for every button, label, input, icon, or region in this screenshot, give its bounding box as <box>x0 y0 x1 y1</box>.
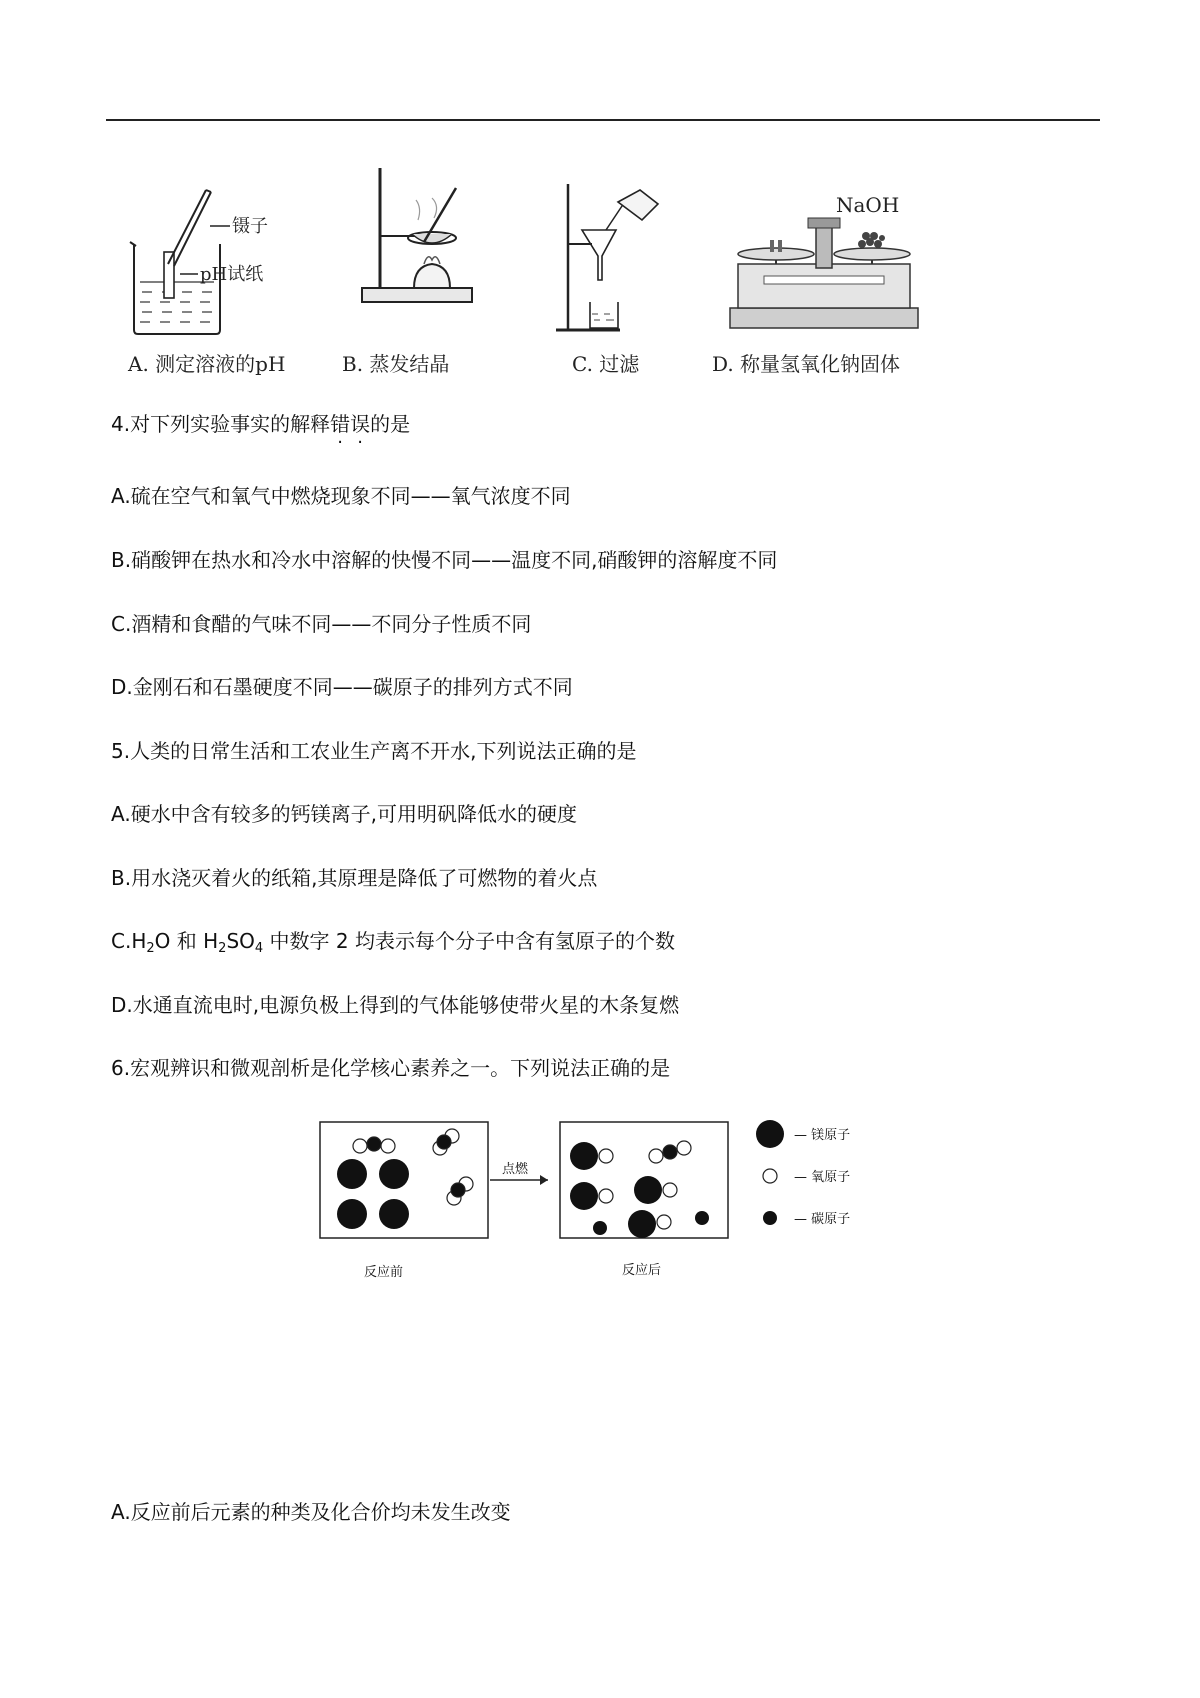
legend-mg-atom <box>756 1120 784 1148</box>
legend-o-label: — 氧原子 <box>794 1170 851 1185</box>
legend-c-atom <box>763 1211 777 1225</box>
q4-emphasis-char-2: 误 <box>350 412 371 436</box>
q5c-part-4: 中数字 2 均表示每个分子中含有氢原子的个数 <box>263 929 675 953</box>
after-label: 反应后 <box>622 1263 662 1278</box>
q5c-subscript-3: 4 <box>254 941 264 956</box>
q5c-subscript-1: 2 <box>146 941 155 956</box>
evaporation-apparatus-image <box>352 160 482 310</box>
ph-paper-label: pH试纸 <box>200 264 264 285</box>
legend-o-atom <box>763 1169 777 1183</box>
naoh-label: NaOH <box>836 193 900 217</box>
balance-apparatus-image <box>724 160 924 340</box>
header-rule <box>106 119 1100 121</box>
q4-stem-before: 4.对下列实验事实的解释 <box>111 412 331 436</box>
filtration-apparatus-image <box>548 160 668 340</box>
ph-test-apparatus-image <box>118 160 288 340</box>
q4-option-a: A.硫在空气和氧气中燃烧现象不同——氧气浓度不同 <box>111 484 571 508</box>
q5c-part-2: O 和 H <box>154 929 219 953</box>
caption-a: A. 测定溶液的pH <box>128 352 286 376</box>
caption-c: C. 过滤 <box>572 352 640 376</box>
question-6-stem: 6.宏观辨识和微观剖析是化学核心素养之一。下列说法正确的是 <box>111 1056 671 1080</box>
q4-option-c: C.酒精和食醋的气味不同——不同分子性质不同 <box>111 612 532 636</box>
before-label: 反应前 <box>364 1265 404 1280</box>
q6-option-a: A.反应前后元素的种类及化合价均未发生改变 <box>111 1500 511 1524</box>
caption-b: B. 蒸发结晶 <box>342 352 450 376</box>
reaction-diagram <box>316 1118 876 1288</box>
q5-option-d: D.水通直流电时,电源负极上得到的气体能够使带火星的木条复燃 <box>111 993 680 1017</box>
tweezers-label: 镊子 <box>232 216 268 237</box>
q5c-part-3: SO <box>226 929 255 953</box>
q5c-subscript-2: 2 <box>218 941 227 956</box>
q4-emphasis-char-1: 错 <box>330 412 351 436</box>
q5-option-b: B.用水浇灭着火的纸箱,其原理是降低了可燃物的着火点 <box>111 866 598 890</box>
legend-mg-label: — 镁原子 <box>794 1128 851 1143</box>
q5-option-c <box>111 929 675 961</box>
caption-d: D. 称量氢氧化钠固体 <box>712 352 901 376</box>
arrow-label: 点燃 <box>502 1162 529 1177</box>
q5-option-a: A.硬水中含有较多的钙镁离子,可用明矾降低水的硬度 <box>111 802 578 826</box>
legend-c-label: — 碳原子 <box>794 1212 851 1227</box>
question-4-stem <box>111 412 410 436</box>
q4-stem-after: 的是 <box>370 412 411 436</box>
q4-option-b: B.硝酸钾在热水和冷水中溶解的快慢不同——温度不同,硝酸钾的溶解度不同 <box>111 548 778 572</box>
q5c-part-1: C.H <box>111 929 147 953</box>
question-5-stem: 5.人类的日常生活和工农业生产离不开水,下列说法正确的是 <box>111 739 637 763</box>
q4-option-d: D.金刚石和石墨硬度不同——碳原子的排列方式不同 <box>111 675 573 699</box>
